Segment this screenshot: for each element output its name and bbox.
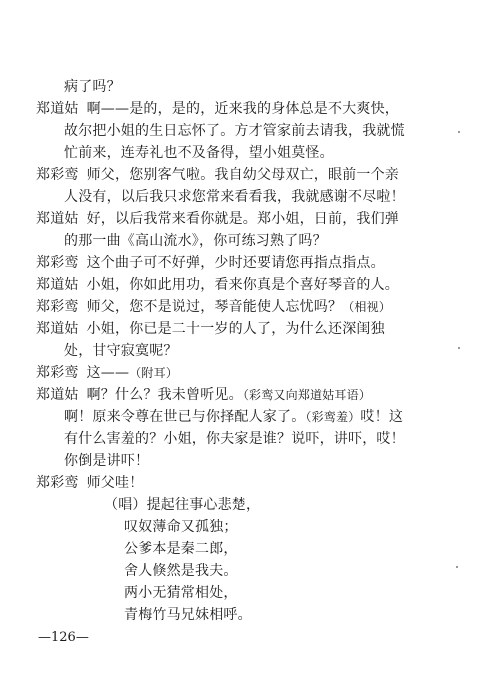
text-line: 你倒是讲吓！ (64, 453, 150, 469)
speaker-name: 郑道姑 (36, 277, 79, 293)
dialogue-line: 郑道姑 小姐，你如此用功，看来你真是个喜好琴音的人。 (36, 277, 400, 293)
page-number: —126— (38, 630, 89, 645)
text-line: 处，甘守寂寞呢？ (64, 343, 178, 359)
dialogue-line: 郑道姑 小姐，你已是二十一岁的人了，为什么还深闺独 (36, 321, 385, 337)
stage-direction: （附耳） (129, 366, 179, 380)
stage-direction: （彩鸾羞） (305, 410, 361, 424)
verse-line: 叹奴薄命又孤独； (124, 519, 238, 535)
verse-line: 青梅竹马兄妹相呼。 (124, 607, 252, 623)
speaker-name: 郑道姑 (36, 101, 79, 117)
verse-line: 两小无猜常相处， (124, 585, 238, 601)
text-line: 忙前来，连寿礼也不及备得，望小姐莫怪。 (64, 145, 334, 161)
verse-line: 舍人倏然是我夫。 (124, 563, 238, 579)
stage-direction: （相视） (342, 300, 392, 314)
speaker-name: 郑彩鸾 (36, 299, 79, 315)
speaker-name: 郑道姑 (36, 211, 79, 227)
speaker-name: 郑彩鸾 (36, 475, 79, 491)
dialogue-line: 郑道姑 啊？什么？我未曾听见。（彩鸾又向郑道姑耳语） (36, 387, 372, 403)
text-line: 啊！原来令尊在世已与你择配人家了。（彩鸾羞）哎！这 (64, 409, 404, 425)
text-line: 故尔把小姐的生日忘怀了。方才管家前去请我，我就慌 (64, 123, 405, 139)
scan-speck (458, 347, 460, 349)
verse-line: 公爹本是秦二郎， (124, 541, 238, 557)
text-line: 人没有，以后我只求您常来看看我，我就感谢不尽啦！ (64, 189, 405, 205)
dialogue-line: 郑道姑 好，以后我常来看你就是。郑小姐，日前，我们弹 (36, 211, 400, 227)
scan-speck (456, 566, 458, 568)
text-line: 的那一曲《高山流水》，你可练习熟了吗？ (64, 233, 327, 249)
scan-speck (458, 131, 460, 133)
dialogue-line: 郑彩鸾 这个曲子可不好弹，少时还要请您再指点指点。 (36, 255, 385, 271)
speaker-name: 郑彩鸾 (36, 255, 79, 271)
speaker-name: 郑道姑 (36, 387, 79, 403)
text-line: 病了吗？ (64, 79, 121, 95)
dialogue-line: 郑彩鸾 师父，您别客气啦。我自幼父母双亡，眼前一个亲 (36, 167, 400, 183)
dialogue-line: 郑道姑 啊——是的，是的，近来我的身体总是不大爽快， (36, 101, 400, 117)
verse-line: （唱）提起往事心悲楚， (104, 497, 261, 513)
stage-direction: （彩鸾又向郑道姑耳语） (242, 388, 372, 402)
dialogue-line: 郑彩鸾 师父，您不是说过，琴音能使人忘忧吗？（相视） (36, 299, 392, 315)
speaker-name: 郑彩鸾 (36, 365, 79, 381)
speaker-name: 郑道姑 (36, 321, 79, 337)
text-line: 有什么害羞的？小姐，你夫家是谁？说吓，讲吓，哎！ (64, 431, 405, 447)
dialogue-line: 郑彩鸾 师父哇！ (36, 475, 144, 491)
speaker-name: 郑彩鸾 (36, 167, 79, 183)
dialogue-line: 郑彩鸾 这——（附耳） (36, 365, 179, 381)
